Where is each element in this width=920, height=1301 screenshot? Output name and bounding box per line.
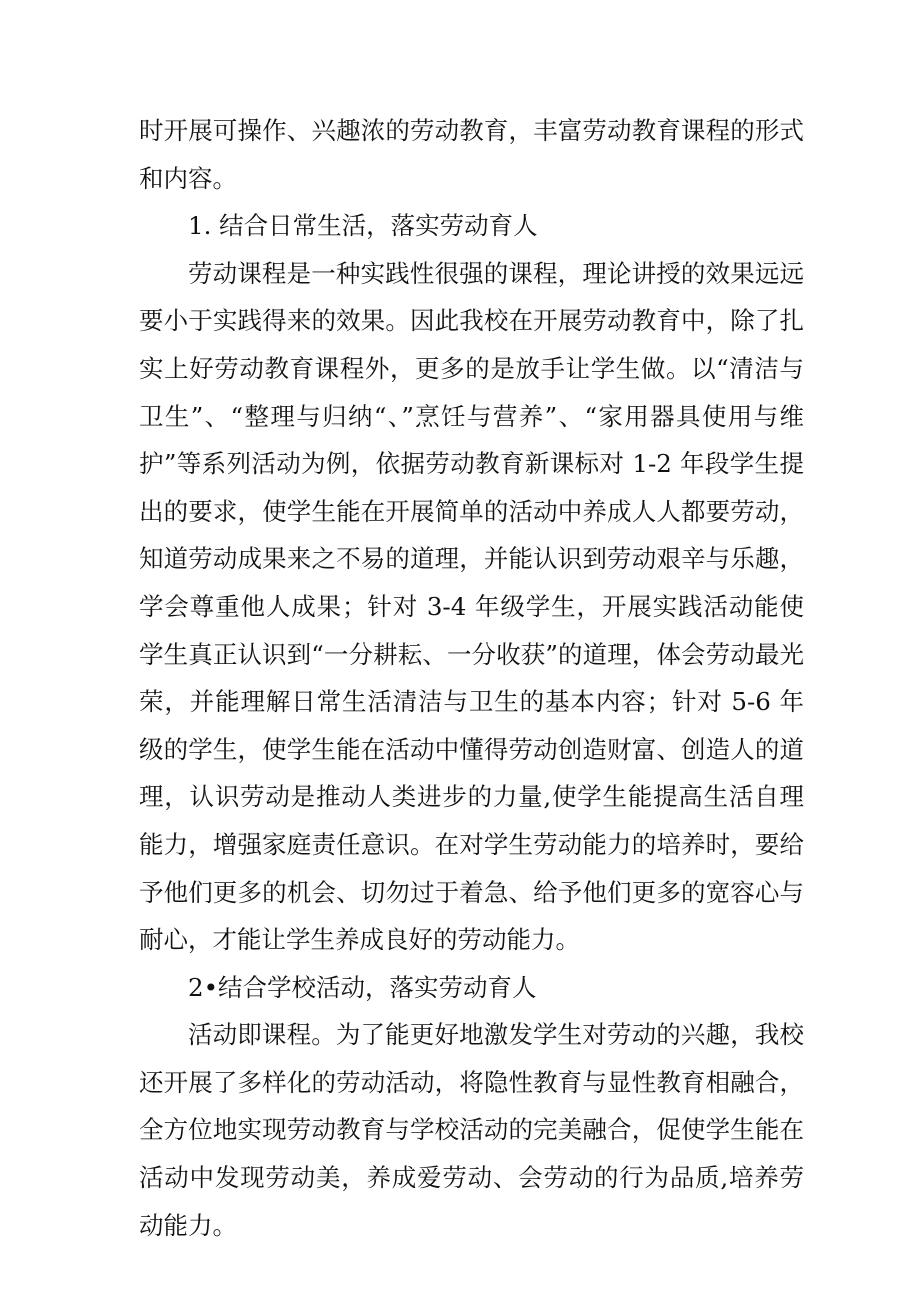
section-heading-school-activities: 2•结合学校活动，落实劳动育人 <box>188 972 537 1002</box>
paragraph-school-activities: 活动即课程。为了能更好地激发学生对劳动的兴趣，我校还开展了多样化的劳动活动，将隐性教育与显性教育相融合，全方位地实现劳动教育与学校活动的完美融合，促使学生能在活动中发现劳动美，养成爱劳动、会劳动的行为品质,培养劳动能力。 <box>139 1020 804 1240</box>
paragraph-continuation: 时开展可操作、兴趣浓的劳动教育，丰富劳动教育课程的形式和内容。 <box>139 116 804 193</box>
document-body <box>139 107 804 1249</box>
paragraph-daily-life: 劳动课程是一种实践性很强的课程，理论讲授的效果远远要小于实践得来的效果。因此我校在开展劳动教育中，除了扎实上好劳动教育课程外，更多的是放手让学生做。以“清洁与卫生”、“整理与归纳“、”烹饪与营养”、“家用器具使用与维护”等系列活动为例，依据劳动教育新课标对 1-2 年段学生提出的要求，使学生能在开展简单的活动中养成人人都要劳动，知道劳动成果来之不易的道理，并能认识到劳动艰辛与乐趣，学会尊重他人成果；针对 3-4 年级学生，开展实践活动能使学生真正认识到“一分耕耘、一分收获”的道理，体会劳动最光荣，并能理解日常生活清洁与卫生的基本内容；针对 5-6 年级的学生，使学生能在活动中懂得劳动创造财富、创造人的道理，认识劳动是推动人类进步的力量,使学生能提高生活自理能力，增强家庭责任意识。在对学生劳动能力的培养时，要给予他们更多的机会、切勿过于着急、给予他们更多的宽容心与耐心，才能让学生养成良好的劳动能力。 <box>139 258 804 955</box>
section-heading-daily-life: 1. 结合日常生活，落实劳动育人 <box>188 211 538 241</box>
